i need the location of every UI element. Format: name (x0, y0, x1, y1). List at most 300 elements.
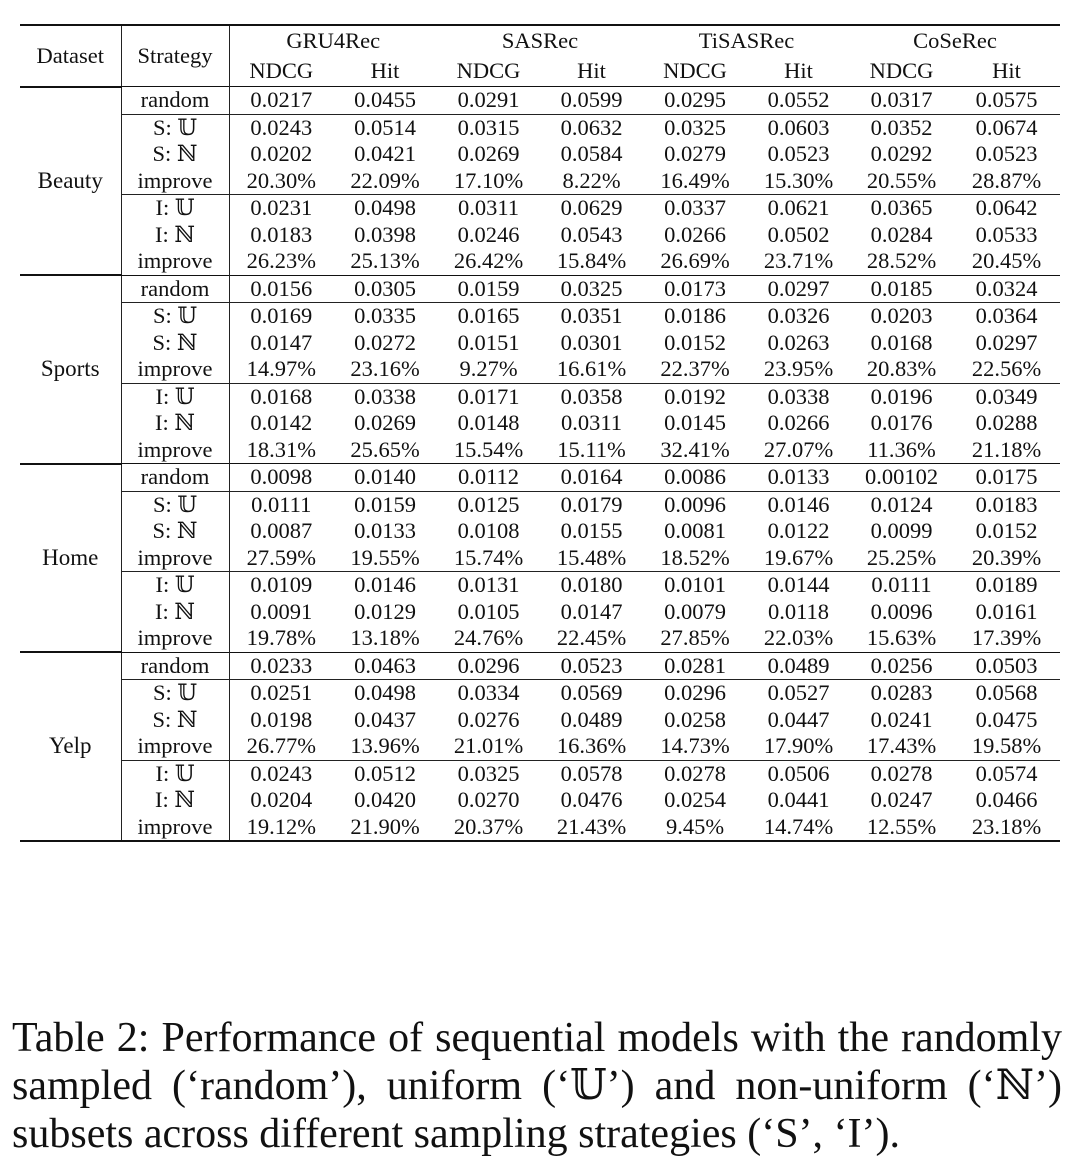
value-cell: 0.0186 (643, 303, 747, 330)
value-cell: 0.0288 (975, 410, 1038, 435)
value-cell: 0.0420 (354, 787, 416, 812)
value-cell: 8.22% (562, 167, 621, 193)
value-cell: 14.74% (747, 814, 850, 842)
value-cell: 0.0171 (437, 383, 540, 410)
value-cell: 0.0575 (953, 87, 1060, 115)
value-cell: 0.0325 (437, 760, 540, 787)
value-cell: 22.09% (350, 167, 420, 193)
value-cell: 0.0161 (975, 598, 1038, 624)
table-row (20, 491, 1060, 518)
value-cell: 0.0131 (437, 572, 540, 599)
value-cell: 0.0243 (229, 114, 333, 141)
value-cell: 0.0527 (747, 680, 850, 707)
value-cell: 0.0552 (747, 87, 850, 115)
strategy-label: S: 𝕌 (121, 114, 229, 141)
value-cell: 0.0169 (229, 303, 333, 330)
value-cell: 27.85% (660, 625, 730, 650)
value-cell: 0.0204 (250, 787, 313, 812)
value-cell: 20.83% (866, 356, 937, 381)
strategy-label: I: 𝕌 (121, 383, 229, 410)
value-cell: 0.0266 (767, 410, 830, 435)
table-row (20, 625, 1060, 652)
value-cell: 21.18% (971, 436, 1042, 462)
value-cell: 0.0358 (540, 383, 643, 410)
table-row (20, 195, 1060, 222)
value-cell: 0.0569 (540, 680, 643, 707)
value-cell: 0.0502 (767, 221, 830, 247)
value-cell: 0.0463 (333, 652, 437, 680)
model-header-coserec: CoSeRec (913, 27, 997, 53)
strategy-label: improve (121, 733, 229, 760)
strategy-label: improve (121, 356, 229, 383)
header-row-models (20, 25, 1060, 56)
strategy-label: S: 𝕌 (121, 491, 229, 518)
value-cell: 0.0398 (354, 221, 416, 247)
value-cell: 18.52% (660, 544, 730, 570)
value-cell: 0.0203 (850, 303, 953, 330)
value-cell: 0.0276 (457, 706, 520, 732)
value-cell: 0.0317 (850, 87, 953, 115)
value-cell: 0.0159 (437, 275, 540, 303)
strategy-label: I: 𝕌 (121, 572, 229, 599)
value-cell: 0.0296 (643, 680, 747, 707)
strategy-label: I: ℕ (121, 599, 229, 626)
value-cell: 15.84% (556, 248, 627, 273)
value-cell: 0.0159 (333, 491, 437, 518)
value-cell: 0.0301 (560, 329, 623, 355)
dataset-name: Sports (20, 275, 121, 464)
value-cell: 22.37% (660, 356, 730, 381)
value-cell: 0.0603 (747, 114, 850, 141)
value-cell: 0.0152 (975, 518, 1038, 543)
value-cell: 23.16% (350, 356, 420, 381)
value-cell: 24.76% (453, 625, 524, 650)
value-cell: 0.0269 (354, 410, 416, 435)
strategy-label: S: ℕ (121, 518, 229, 545)
value-cell: 0.0246 (457, 221, 520, 247)
strategy-label: random (121, 275, 229, 303)
value-cell: 0.0325 (643, 114, 747, 141)
table-row (20, 572, 1060, 599)
value-cell: 21.90% (333, 814, 437, 842)
value-cell: 0.0111 (850, 572, 953, 599)
value-cell: 0.0091 (250, 598, 313, 624)
table-row (20, 787, 1060, 814)
value-cell: 0.0523 (767, 141, 830, 166)
value-cell: 14.97% (246, 356, 316, 381)
value-cell: 0.0295 (643, 87, 747, 115)
model-header-sasrec: SASRec (501, 27, 579, 53)
value-cell: 0.0315 (437, 114, 540, 141)
metric-header: NDCG (869, 57, 934, 83)
value-cell: 0.0476 (560, 787, 623, 812)
table-row-random (20, 464, 1060, 492)
table-row-random (20, 275, 1060, 303)
value-cell: 0.0144 (747, 572, 850, 599)
strategy-label: improve (121, 625, 229, 652)
value-cell: 0.0176 (870, 410, 933, 435)
value-cell: 15.54% (453, 436, 524, 462)
model-header-tisasrec: TiSASRec (698, 27, 795, 53)
value-cell: 0.0146 (747, 491, 850, 518)
strategy-label: S: 𝕌 (121, 303, 229, 330)
value-cell: 0.0263 (767, 329, 830, 355)
value-cell: 0.0254 (664, 787, 726, 812)
value-cell: 0.0241 (870, 706, 933, 732)
value-cell: 0.0125 (437, 491, 540, 518)
value-cell: 22.03% (763, 625, 834, 650)
metric-header: Hit (370, 57, 400, 83)
value-cell: 0.0247 (870, 787, 933, 812)
table-row-random (20, 652, 1060, 680)
value-cell: 0.0180 (540, 572, 643, 599)
value-cell: 20.45% (971, 248, 1042, 273)
value-cell: 0.0124 (850, 491, 953, 518)
value-cell: 0.0189 (953, 572, 1060, 599)
value-cell: 17.10% (453, 167, 524, 193)
table-row (20, 437, 1060, 464)
value-cell: 22.56% (971, 356, 1042, 381)
value-cell: 0.0489 (560, 706, 623, 732)
value-cell: 0.0326 (747, 303, 850, 330)
table-row (20, 599, 1060, 626)
value-cell: 19.78% (246, 625, 316, 650)
value-cell: 18.31% (246, 436, 316, 462)
strategy-label: improve (121, 168, 229, 195)
results-table (20, 24, 1060, 842)
value-cell: 0.0147 (250, 329, 313, 355)
value-cell: 0.0498 (333, 680, 437, 707)
value-cell: 0.0152 (664, 329, 726, 355)
metric-header: NDCG (663, 57, 727, 83)
metric-header: Hit (577, 57, 606, 83)
dataset-name: Yelp (20, 652, 121, 841)
metric-header: Hit (992, 57, 1021, 83)
table-row (20, 168, 1060, 195)
value-cell: 0.0338 (747, 383, 850, 410)
value-cell: 0.0296 (437, 652, 540, 680)
value-cell: 0.0455 (333, 87, 437, 115)
strategy-label: S: ℕ (121, 330, 229, 357)
value-cell: 0.0291 (437, 87, 540, 115)
table-row (20, 733, 1060, 760)
value-cell: 0.0096 (643, 491, 747, 518)
table-row (20, 114, 1060, 141)
value-cell: 0.0112 (437, 464, 540, 492)
value-cell: 0.0118 (767, 598, 830, 624)
table-row (20, 410, 1060, 437)
table-row (20, 680, 1060, 707)
value-cell: 0.0281 (643, 652, 747, 680)
value-cell: 28.52% (866, 248, 937, 273)
value-cell: 0.0523 (975, 141, 1038, 166)
metric-header: NDCG (249, 57, 314, 83)
value-cell: 0.0334 (437, 680, 540, 707)
value-cell: 0.0437 (354, 706, 416, 732)
value-cell: 0.0297 (975, 329, 1038, 355)
dataset-name: Home (20, 464, 121, 653)
strategy-label: S: ℕ (121, 141, 229, 168)
value-cell: 0.0278 (850, 760, 953, 787)
value-cell: 0.00102 (850, 464, 953, 492)
value-cell: 20.39% (971, 544, 1042, 570)
value-cell: 9.45% (643, 814, 747, 842)
value-cell: 0.0421 (354, 141, 416, 166)
value-cell: 27.59% (246, 544, 316, 570)
value-cell: 15.63% (866, 625, 937, 650)
value-cell: 0.0217 (229, 87, 333, 115)
value-cell: 26.42% (453, 248, 524, 273)
value-cell: 0.0272 (354, 329, 416, 355)
value-cell: 0.0087 (250, 518, 313, 543)
value-cell: 23.95% (763, 356, 834, 381)
table-row (20, 545, 1060, 572)
value-cell: 23.71% (763, 248, 834, 273)
value-cell: 12.55% (850, 814, 953, 842)
value-cell: 0.0338 (333, 383, 437, 410)
value-cell: 0.0297 (747, 275, 850, 303)
value-cell: 0.0258 (664, 706, 726, 732)
value-cell: 15.48% (556, 544, 627, 570)
value-cell: 0.0168 (870, 329, 933, 355)
value-cell: 0.0233 (229, 652, 333, 680)
value-cell: 0.0351 (540, 303, 643, 330)
value-cell: 16.36% (556, 733, 627, 758)
value-cell: 19.58% (971, 733, 1042, 758)
value-cell: 0.0155 (560, 518, 623, 543)
value-cell: 0.0349 (953, 383, 1060, 410)
value-cell: 0.0231 (229, 195, 333, 222)
value-cell: 0.0621 (747, 195, 850, 222)
table-row (20, 383, 1060, 410)
value-cell: 9.27% (459, 356, 518, 381)
value-cell: 0.0269 (457, 141, 520, 166)
value-cell: 17.39% (971, 625, 1042, 650)
value-cell: 0.0278 (643, 760, 747, 787)
strategy-label: I: 𝕌 (121, 760, 229, 787)
value-cell: 0.0096 (870, 598, 933, 624)
value-cell: 13.18% (350, 625, 420, 650)
value-cell: 0.0284 (870, 221, 933, 247)
strategy-label: improve (121, 437, 229, 464)
value-cell: 25.13% (350, 248, 420, 273)
value-cell: 0.0352 (850, 114, 953, 141)
value-cell: 0.0122 (767, 518, 830, 543)
value-cell: 15.74% (453, 544, 524, 570)
value-cell: 0.0140 (333, 464, 437, 492)
strategy-label: I: ℕ (121, 222, 229, 249)
value-cell: 16.61% (556, 356, 627, 381)
value-cell: 0.0270 (457, 787, 520, 812)
value-cell: 0.0173 (643, 275, 747, 303)
strategy-label: improve (121, 814, 229, 842)
table-row (20, 760, 1060, 787)
table-row (20, 222, 1060, 249)
value-cell: 0.0599 (540, 87, 643, 115)
value-cell: 0.0506 (747, 760, 850, 787)
value-cell: 0.0279 (664, 141, 726, 166)
value-cell: 0.0168 (229, 383, 333, 410)
value-cell: 0.0111 (229, 491, 333, 518)
value-cell: 0.0311 (437, 195, 540, 222)
value-cell: 19.55% (350, 544, 420, 570)
value-cell: 0.0175 (953, 464, 1060, 492)
value-cell: 20.37% (437, 814, 540, 842)
value-cell: 0.0146 (333, 572, 437, 599)
table-row (20, 356, 1060, 383)
table-row (20, 303, 1060, 330)
value-cell: 0.0335 (333, 303, 437, 330)
strategy-label: random (121, 464, 229, 492)
value-cell: 0.0632 (540, 114, 643, 141)
value-cell: 0.0578 (540, 760, 643, 787)
strategy-label: S: 𝕌 (121, 680, 229, 707)
value-cell: 0.0192 (643, 383, 747, 410)
metric-header: Hit (784, 57, 813, 83)
value-cell: 0.0133 (354, 518, 416, 543)
value-cell: 0.0475 (975, 706, 1038, 732)
table-row (20, 814, 1060, 842)
value-cell: 0.0251 (229, 680, 333, 707)
value-cell: 0.0151 (457, 329, 520, 355)
value-cell: 0.0514 (333, 114, 437, 141)
table-row (20, 330, 1060, 357)
value-cell: 0.0498 (333, 195, 437, 222)
value-cell: 26.69% (660, 248, 730, 273)
value-cell: 0.0466 (975, 787, 1038, 812)
value-cell: 0.0185 (850, 275, 953, 303)
value-cell: 27.07% (763, 436, 834, 462)
value-cell: 11.36% (867, 436, 936, 462)
strategy-label: improve (121, 545, 229, 572)
value-cell: 19.67% (763, 544, 834, 570)
value-cell: 0.0489 (747, 652, 850, 680)
value-cell: 0.0099 (870, 518, 933, 543)
table-caption (12, 1014, 1062, 1158)
value-cell: 0.0512 (333, 760, 437, 787)
value-cell: 0.0523 (540, 652, 643, 680)
value-cell: 0.0133 (747, 464, 850, 492)
strategy-label: I: ℕ (121, 410, 229, 437)
value-cell: 0.0079 (664, 598, 726, 624)
value-cell: 0.0568 (953, 680, 1060, 707)
value-cell: 0.0109 (229, 572, 333, 599)
value-cell: 26.23% (246, 248, 316, 273)
value-cell: 0.0256 (850, 652, 953, 680)
value-cell: 0.0243 (229, 760, 333, 787)
value-cell: 21.01% (453, 733, 524, 758)
value-cell: 25.65% (350, 436, 420, 462)
value-cell: 0.0364 (953, 303, 1060, 330)
value-cell: 15.30% (763, 167, 834, 193)
strategy-label: improve (121, 248, 229, 275)
value-cell: 0.0196 (850, 383, 953, 410)
value-cell: 19.12% (229, 814, 333, 842)
value-cell: 0.0441 (767, 787, 830, 812)
value-cell: 0.0147 (560, 598, 623, 624)
value-cell: 0.0142 (250, 410, 313, 435)
value-cell: 26.77% (246, 733, 316, 758)
value-cell: 0.0145 (664, 410, 726, 435)
value-cell: 0.0543 (560, 221, 623, 247)
value-cell: 23.18% (953, 814, 1060, 842)
table-row (20, 518, 1060, 545)
value-cell: 0.0198 (250, 706, 313, 732)
strategy-label: I: ℕ (121, 787, 229, 814)
value-cell: 0.0098 (229, 464, 333, 492)
value-cell: 0.0183 (953, 491, 1060, 518)
value-cell: 0.0447 (767, 706, 830, 732)
value-cell: 0.0674 (953, 114, 1060, 141)
value-cell: 0.0105 (457, 598, 520, 624)
value-cell: 17.43% (866, 733, 937, 758)
value-cell: 32.41% (660, 436, 730, 462)
value-cell: 0.0283 (850, 680, 953, 707)
value-cell: 0.0266 (664, 221, 726, 247)
model-header-gru4rec: GRU4Rec (286, 27, 381, 53)
value-cell: 28.87% (971, 167, 1042, 193)
value-cell: 0.0311 (560, 410, 623, 435)
value-cell: 0.0183 (250, 221, 313, 247)
value-cell: 0.0086 (643, 464, 747, 492)
value-cell: 14.73% (660, 733, 730, 758)
value-cell: 0.0324 (953, 275, 1060, 303)
value-cell: 25.25% (866, 544, 937, 570)
value-cell: 0.0108 (457, 518, 520, 543)
value-cell: 0.0292 (870, 141, 933, 166)
value-cell: 15.11% (557, 436, 626, 462)
strategy-label: random (121, 652, 229, 680)
value-cell: 0.0101 (643, 572, 747, 599)
table-row (20, 248, 1060, 275)
value-cell: 0.0165 (437, 303, 540, 330)
value-cell: 13.96% (350, 733, 420, 758)
strategy-label: random (121, 87, 229, 115)
table-row (20, 141, 1060, 168)
value-cell: 0.0325 (540, 275, 643, 303)
value-cell: 0.0533 (975, 221, 1038, 247)
value-cell: 0.0305 (333, 275, 437, 303)
strategy-label: I: 𝕌 (121, 195, 229, 222)
value-cell: 17.90% (763, 733, 834, 758)
value-cell: 0.0129 (354, 598, 416, 624)
value-cell: 0.0156 (229, 275, 333, 303)
value-cell: 0.0365 (850, 195, 953, 222)
value-cell: 0.0164 (540, 464, 643, 492)
metric-header: NDCG (456, 57, 521, 83)
value-cell: 0.0574 (953, 760, 1060, 787)
dataset-header: Dataset (20, 25, 121, 87)
value-cell: 0.0629 (540, 195, 643, 222)
value-cell: 0.0337 (643, 195, 747, 222)
value-cell: 0.0584 (560, 141, 623, 166)
strategy-header: Strategy (121, 25, 229, 87)
caption-text: Table 2: Performance of sequential models with the randomly sampled (‘random’), uniform (‘𝕌’) and non-uniform (‘ℕ’) subsets across different sampling strategies (‘S’, ‘I’). (12, 1015, 1062, 1157)
table-row-random (20, 87, 1060, 115)
dataset-name: Beauty (20, 87, 121, 276)
value-cell: 16.49% (660, 167, 730, 193)
value-cell: 0.0179 (540, 491, 643, 518)
value-cell: 0.0202 (250, 141, 313, 166)
value-cell: 0.0081 (664, 518, 726, 543)
value-cell: 20.55% (866, 167, 937, 193)
value-cell: 21.43% (540, 814, 643, 842)
value-cell: 0.0148 (457, 410, 520, 435)
strategy-label: S: ℕ (121, 707, 229, 734)
value-cell: 0.0642 (953, 195, 1060, 222)
table-row (20, 707, 1060, 734)
value-cell: 20.30% (246, 167, 316, 193)
